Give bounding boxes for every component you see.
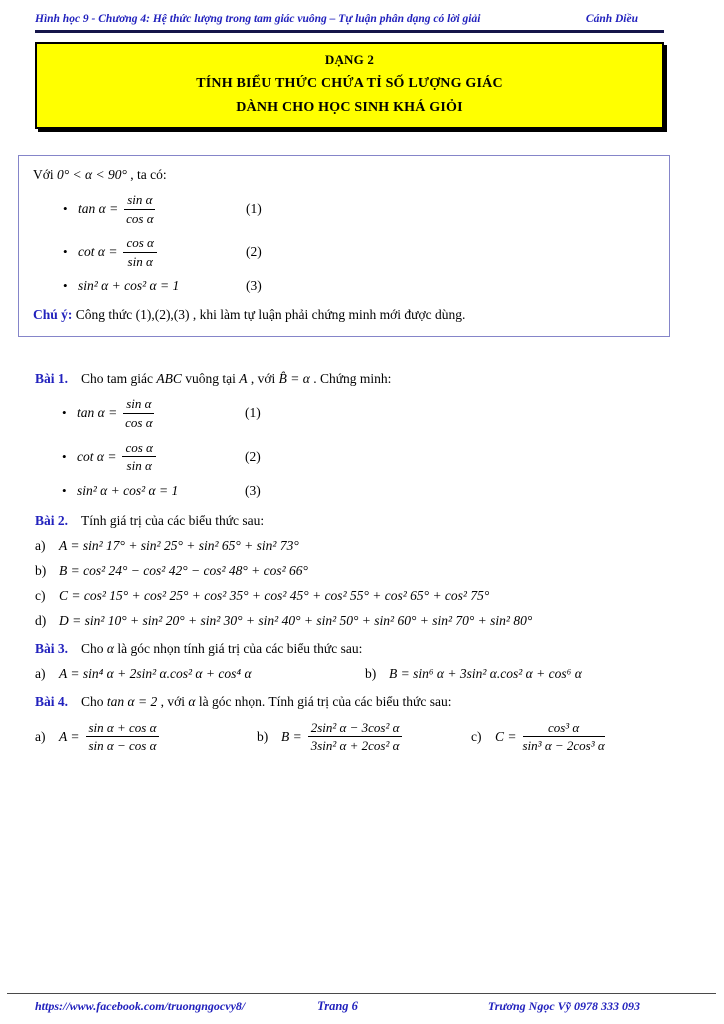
theory-note [33,307,655,323]
header-title: Hình học 9 - Chương 4: Hệ thức lượng trong tam giác vuông – Tự luận phân dạng có lời giải [35,13,481,25]
formula-tan-lhs: tan α = [78,201,119,217]
item-expression: B = cos² 24° − cos² 42° − cos² 48° + cos² 66° [59,562,308,578]
formula-tan [77,396,245,430]
problem-1-formula-cot-row [62,440,664,474]
formula-identity-expr: sin² α + cos² α = 1 [77,482,179,498]
item-expression: D = sin² 10° + sin² 20° + sin² 30° + sin² 40° + sin² 50° + sin² 60° + sin² 70° + sin² 80° [59,612,533,628]
formula-identity [78,278,246,294]
problem-4-item-c [471,720,605,754]
formula-tag: (2) [246,244,262,260]
bullet-icon: • [62,448,67,464]
problem-1-head [35,371,664,387]
fraction [124,192,155,226]
fraction-numerator: cos³ α [523,720,605,738]
problem-2-item-b [35,563,664,579]
formula-tag: (1) [246,201,262,217]
formula-cot-row [63,235,655,269]
problem-2-label: Bài 2. [35,512,69,528]
problem-2-item-c [35,588,664,604]
problem-1-text: Cho tam giác ABC vuông tại A , với B̂ = α . Chứng minh: [81,371,392,387]
problem-2 [35,499,664,629]
theory-intro: Với 0° < α < 90° , ta có: [33,167,167,182]
formula-cot-lhs: cot α = [78,244,118,260]
problem-4-head [35,694,664,710]
fraction-numerator: 2sin² α − 3cos² α [308,720,403,738]
bullet-icon: • [63,201,68,217]
fraction-numerator: sin α [123,396,154,414]
bullet-icon: • [63,244,68,260]
formula-identity-row [63,278,655,294]
item-letter: b) [35,562,47,578]
fraction-denominator: cos α [125,414,153,430]
footer-page-number: Trang 6 [317,999,358,1013]
footer-row [35,994,664,1014]
item-letter: a) [35,537,46,553]
problem-3-items [35,666,664,682]
problem-1-label: Bài 1. [35,371,69,387]
item-letter: a) [35,728,46,744]
problem-4-item-a [35,720,257,754]
formula-tag: (1) [245,405,261,421]
item-expression: A = sin² 17° + sin² 25° + sin² 65° + sin² 73° [59,537,299,553]
fraction-denominator: sin α [126,458,152,474]
problem-2-item-d [35,613,664,629]
fraction [308,720,403,754]
fraction [86,720,160,754]
problem-4-items [35,720,664,754]
item-letter: d) [35,612,47,628]
problem-3-label: Bài 3. [35,640,69,656]
problem-3 [35,629,664,682]
item-letter: c) [471,728,482,744]
item-lhs: C = [495,728,517,744]
bullet-icon: • [62,482,67,498]
problem-2-head [35,513,664,529]
formula-tan-lhs: tan α = [77,405,118,421]
problem-1-formula-identity-row [62,483,664,499]
header-rule [35,30,664,33]
problem-3-head [35,641,664,657]
formula-tan [78,192,246,226]
formula-identity-expr: sin² α + cos² α = 1 [78,278,180,294]
fraction-denominator: sin³ α − 2cos³ α [522,738,605,754]
page-footer [35,993,664,1014]
page-header [35,13,664,25]
fraction-numerator: sin α + cos α [86,720,160,738]
fraction [523,720,605,754]
item-letter: a) [35,665,46,681]
fraction [123,396,154,430]
item-letter: b) [365,665,377,681]
bullet-icon: • [63,278,68,294]
problem-1-formula-tan-row [62,396,664,430]
fraction-denominator: 3sin² α + 2cos² α [310,738,400,754]
formula-cot [77,440,245,474]
item-lhs: B = [281,728,302,744]
formula-cot-lhs: cot α = [77,448,117,464]
fraction [122,440,155,474]
formula-identity [77,483,245,499]
header-brand: Cánh Diều [585,13,638,25]
formula-tag: (3) [245,482,261,498]
note-text: Công thức (1),(2),(3) , khi làm tự luận phải chứng minh mới được dùng. [72,307,466,323]
item-letter: b) [257,728,269,744]
problem-3-item-b [365,666,582,682]
fraction [123,235,156,269]
problem-4-text: Cho tan α = 2 , với α là góc nhọn. Tính giá trị của các biểu thức sau: [81,693,452,709]
problem-4-label: Bài 4. [35,693,69,709]
formula-cot [78,235,246,269]
problem-3-item-a [35,666,365,682]
footer-author: Trương Ngọc Vỹ 0978 333 093 [487,999,640,1013]
problem-4 [35,682,664,754]
theory-box [18,155,670,337]
problem-1 [35,337,664,498]
fraction-denominator: sin α [127,253,153,269]
fraction-numerator: cos α [122,440,155,458]
fraction-numerator: sin α [124,192,155,210]
problem-4-item-b [257,720,471,754]
fraction-denominator: sin α − cos α [88,738,157,754]
fraction-numerator: cos α [123,235,156,253]
footer-facebook-link[interactable]: https://www.facebook.com/truongngocvy8/ [35,999,246,1013]
formula-tag: (2) [245,448,261,464]
item-lhs: A = [59,728,80,744]
item-expression: B = sin⁶ α + 3sin² α.cos² α + cos⁶ α [389,665,582,681]
problem-2-text: Tính giá trị của các biểu thức sau: [81,512,265,528]
bullet-icon: • [62,405,67,421]
item-expression: A = sin⁴ α + 2sin² α.cos² α + cos⁴ α [59,665,252,681]
banner-title: TÍNH BIỂU THỨC CHỨA TỈ SỐ LƯỢNG GIÁC [196,76,503,91]
section-banner [35,42,664,129]
formula-tan-row [63,192,655,226]
banner-dang-label: DẠNG 2 [324,52,375,67]
banner-subtitle: DÀNH CHO HỌC SINH KHÁ GIỎI [236,100,463,115]
formula-tag: (3) [246,278,262,294]
problem-3-text: Cho α là góc nhọn tính giá trị của các biểu thức sau: [81,640,363,656]
problem-2-item-a [35,538,664,554]
item-letter: c) [35,587,46,603]
note-label: Chú ý: [33,307,73,323]
fraction-denominator: cos α [126,210,154,226]
item-expression: C = cos² 15° + cos² 25° + cos² 35° + cos² 45° + cos² 55° + cos² 65° + cos² 75° [59,587,490,603]
